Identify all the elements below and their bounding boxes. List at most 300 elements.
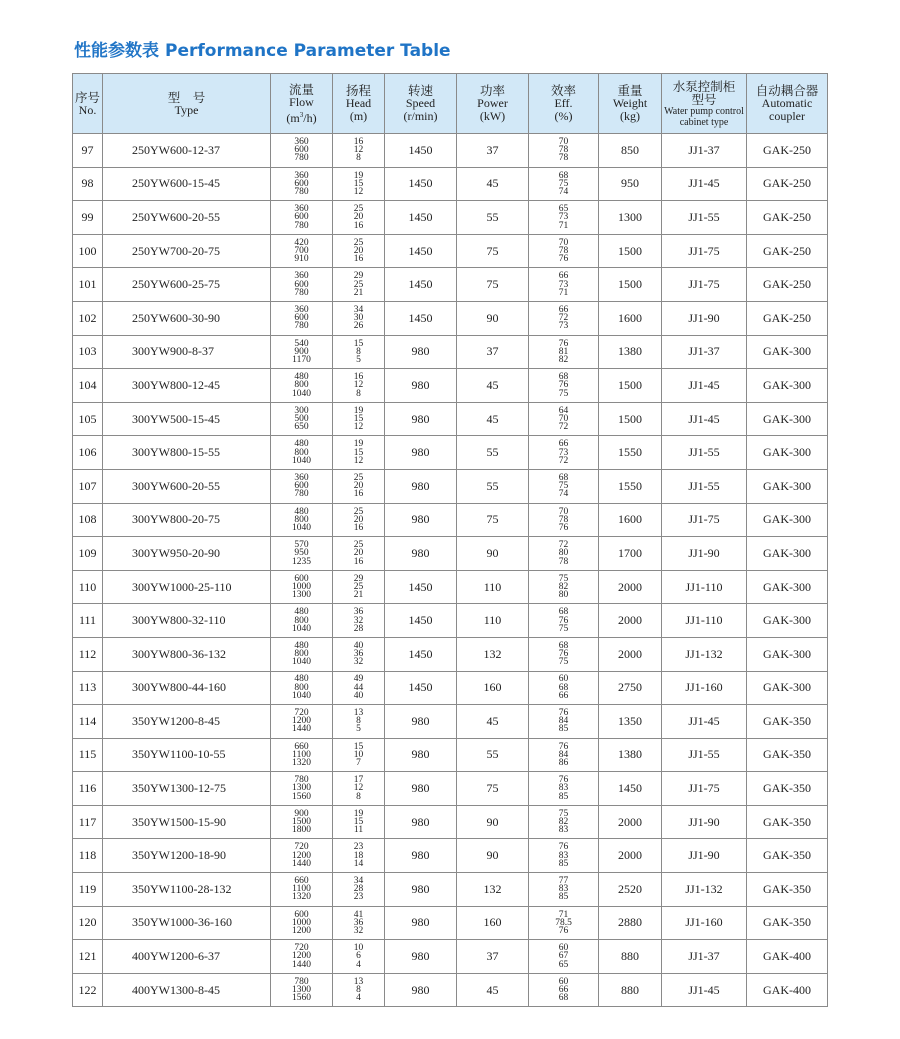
head-value: 10	[353, 749, 364, 760]
cell-head	[333, 906, 385, 940]
cell-power: 55	[457, 436, 529, 470]
cell-no: 122	[73, 973, 103, 1007]
eff-value: 66	[558, 439, 569, 450]
cell-coupler: GAK-300	[747, 637, 828, 671]
flow-value: 1040	[292, 690, 311, 701]
eff-value: 70	[558, 413, 569, 424]
table-row	[73, 436, 828, 470]
cell-head	[333, 436, 385, 470]
cell-power: 45	[457, 167, 529, 201]
cell-power: 160	[457, 906, 529, 940]
cell-eff	[529, 705, 599, 739]
flow-value: 720	[294, 708, 309, 719]
cell-cabinet: JJ1-132	[662, 637, 747, 671]
cell-type: 300YW800-15-55	[103, 436, 271, 470]
cell-head	[333, 940, 385, 974]
head-value: 12	[353, 422, 364, 433]
cell-flow	[271, 234, 333, 268]
cell-weight: 2520	[599, 873, 662, 907]
cell-coupler: GAK-400	[747, 973, 828, 1007]
cell-coupler: GAK-300	[747, 402, 828, 436]
head-value: 19	[353, 439, 364, 450]
cell-type: 300YW900-8-37	[103, 335, 271, 369]
cell-head	[333, 805, 385, 839]
flow-value: 1300	[292, 985, 311, 996]
table-row	[73, 201, 828, 235]
cell-no: 116	[73, 772, 103, 806]
flow-value: 600	[294, 178, 309, 189]
eff-value: 68	[558, 640, 569, 651]
cell-head	[333, 705, 385, 739]
eff-value: 72	[558, 540, 569, 551]
eff-value: 73	[558, 279, 569, 290]
flow-value: 1170	[292, 354, 311, 365]
cell-type: 300YW950-20-90	[103, 537, 271, 571]
flow-value: 780	[294, 186, 309, 197]
head-value: 21	[353, 590, 364, 601]
cell-eff	[529, 167, 599, 201]
cell-power: 90	[457, 839, 529, 873]
flow-value: 420	[294, 237, 309, 248]
cell-coupler: GAK-350	[747, 839, 828, 873]
flow-value: 780	[294, 775, 309, 786]
cell-power: 110	[457, 604, 529, 638]
cell-weight: 2000	[599, 805, 662, 839]
cell-eff	[529, 134, 599, 168]
cell-power: 75	[457, 503, 529, 537]
flow-value: 660	[294, 876, 309, 887]
eff-value: 83	[558, 850, 569, 861]
cell-eff	[529, 570, 599, 604]
cell-head	[333, 772, 385, 806]
table-row	[73, 301, 828, 335]
head-value: 32	[353, 615, 364, 626]
cell-weight: 880	[599, 940, 662, 974]
table-row	[73, 537, 828, 571]
cell-type: 250YW600-20-55	[103, 201, 271, 235]
cell-type: 400YW1200-6-37	[103, 940, 271, 974]
cell-coupler: GAK-250	[747, 234, 828, 268]
eff-value: 68	[558, 472, 569, 483]
table-row	[73, 973, 828, 1007]
eff-value: 76	[558, 741, 569, 752]
flow-value: 1320	[292, 892, 311, 903]
table-row	[73, 772, 828, 806]
flow-value: 1000	[292, 581, 311, 592]
eff-value: 68	[558, 170, 569, 181]
head-value: 12	[353, 783, 364, 794]
flow-value: 1440	[292, 959, 311, 970]
head-value: 26	[353, 321, 364, 332]
eff-value: 76	[558, 522, 569, 533]
cell-power: 55	[457, 201, 529, 235]
flow-value: 1200	[292, 926, 311, 937]
cell-no: 109	[73, 537, 103, 571]
head-value: 5	[356, 724, 361, 735]
eff-value: 76	[558, 775, 569, 786]
cell-weight: 950	[599, 167, 662, 201]
cell-cabinet: JJ1-55	[662, 469, 747, 503]
cell-type: 350YW1200-18-90	[103, 839, 271, 873]
eff-value: 66	[558, 304, 569, 315]
head-value: 44	[353, 682, 364, 693]
cell-flow	[271, 503, 333, 537]
eff-value: 78	[558, 153, 569, 164]
cell-head	[333, 637, 385, 671]
eff-value: 66	[558, 271, 569, 282]
cell-eff	[529, 738, 599, 772]
flow-value: 1300	[292, 590, 311, 601]
cell-cabinet: JJ1-160	[662, 906, 747, 940]
cell-head	[333, 604, 385, 638]
cell-speed: 980	[385, 973, 457, 1007]
flow-value: 780	[294, 220, 309, 231]
cell-weight: 2750	[599, 671, 662, 705]
head-value: 5	[356, 354, 361, 365]
cell-head	[333, 738, 385, 772]
head-value: 15	[353, 741, 364, 752]
head-value: 20	[353, 548, 364, 559]
flow-value: 360	[294, 136, 309, 147]
cell-coupler: GAK-300	[747, 369, 828, 403]
eff-value: 73	[558, 321, 569, 332]
eff-value: 83	[558, 884, 569, 895]
eff-value: 83	[558, 825, 569, 836]
cell-type: 300YW1000-25-110	[103, 570, 271, 604]
cell-eff	[529, 973, 599, 1007]
cell-power: 55	[457, 469, 529, 503]
cell-eff	[529, 369, 599, 403]
cell-type: 250YW600-25-75	[103, 268, 271, 302]
eff-value: 72	[558, 455, 569, 466]
cell-power: 75	[457, 234, 529, 268]
cell-head	[333, 402, 385, 436]
cell-eff	[529, 772, 599, 806]
cell-type: 350YW1100-10-55	[103, 738, 271, 772]
cell-power: 75	[457, 268, 529, 302]
cell-coupler: GAK-250	[747, 134, 828, 168]
cell-eff	[529, 268, 599, 302]
eff-value: 73	[558, 447, 569, 458]
cell-power: 110	[457, 570, 529, 604]
head-value: 16	[353, 489, 364, 500]
eff-value: 72	[558, 313, 569, 324]
head-value: 13	[353, 708, 364, 719]
cell-speed: 1450	[385, 671, 457, 705]
cell-head	[333, 369, 385, 403]
cell-flow	[271, 738, 333, 772]
flow-value: 600	[294, 909, 309, 920]
header-head: 扬程 Head (m)	[333, 74, 385, 134]
table-header	[73, 74, 828, 134]
flow-value: 480	[294, 439, 309, 450]
cell-weight: 2000	[599, 604, 662, 638]
table-row	[73, 705, 828, 739]
cell-head	[333, 335, 385, 369]
cell-power: 90	[457, 301, 529, 335]
cell-no: 100	[73, 234, 103, 268]
cell-speed: 980	[385, 436, 457, 470]
header-weight: 重量 Weight (kg)	[599, 74, 662, 134]
cell-speed: 980	[385, 402, 457, 436]
eff-value: 68	[558, 993, 569, 1004]
eff-value: 66	[558, 690, 569, 701]
eff-value: 80	[558, 590, 569, 601]
eff-value: 82	[558, 817, 569, 828]
cell-speed: 980	[385, 906, 457, 940]
table-row	[73, 167, 828, 201]
cell-flow	[271, 369, 333, 403]
cell-no: 102	[73, 301, 103, 335]
cell-flow	[271, 301, 333, 335]
flow-value: 1560	[292, 993, 311, 1004]
cell-eff	[529, 234, 599, 268]
eff-value: 83	[558, 783, 569, 794]
flow-value: 1300	[292, 783, 311, 794]
cell-eff	[529, 873, 599, 907]
flow-value: 480	[294, 372, 309, 383]
eff-value: 71	[558, 220, 569, 231]
cell-speed: 980	[385, 839, 457, 873]
cell-head	[333, 973, 385, 1007]
head-value: 32	[353, 657, 364, 668]
cell-cabinet: JJ1-75	[662, 772, 747, 806]
cell-power: 45	[457, 705, 529, 739]
flow-value: 1040	[292, 455, 311, 466]
cell-no: 101	[73, 268, 103, 302]
head-value: 15	[353, 447, 364, 458]
head-value: 15	[353, 817, 364, 828]
cell-cabinet: JJ1-132	[662, 873, 747, 907]
cell-speed: 980	[385, 369, 457, 403]
eff-value: 86	[558, 758, 569, 769]
cell-head	[333, 234, 385, 268]
cell-no: 121	[73, 940, 103, 974]
head-value: 30	[353, 313, 364, 324]
flow-value: 1000	[292, 917, 311, 928]
cell-cabinet: JJ1-45	[662, 167, 747, 201]
flow-value: 600	[294, 279, 309, 290]
cell-weight: 1380	[599, 335, 662, 369]
cell-eff	[529, 906, 599, 940]
cell-cabinet: JJ1-45	[662, 369, 747, 403]
cell-weight: 1550	[599, 469, 662, 503]
eff-value: 76	[558, 615, 569, 626]
cell-head	[333, 268, 385, 302]
cell-coupler: GAK-350	[747, 906, 828, 940]
eff-value: 66	[558, 985, 569, 996]
cell-no: 97	[73, 134, 103, 168]
cell-speed: 980	[385, 537, 457, 571]
head-value: 18	[353, 850, 364, 861]
eff-value: 76	[558, 338, 569, 349]
cell-speed: 1450	[385, 201, 457, 235]
cell-no: 120	[73, 906, 103, 940]
head-value: 20	[353, 481, 364, 492]
cell-no: 103	[73, 335, 103, 369]
cell-flow	[271, 772, 333, 806]
table-row	[73, 604, 828, 638]
cell-speed: 980	[385, 335, 457, 369]
cell-coupler: GAK-250	[747, 268, 828, 302]
flow-value: 780	[294, 153, 309, 164]
head-value: 16	[353, 220, 364, 231]
cell-coupler: GAK-350	[747, 805, 828, 839]
flow-value: 1500	[292, 817, 311, 828]
head-value: 16	[353, 254, 364, 265]
flow-value: 480	[294, 640, 309, 651]
cell-type: 350YW1300-12-75	[103, 772, 271, 806]
cell-speed: 1450	[385, 301, 457, 335]
table-row	[73, 369, 828, 403]
cell-head	[333, 671, 385, 705]
header-eff: 效率 Eff. (%)	[529, 74, 599, 134]
cell-no: 119	[73, 873, 103, 907]
cell-type: 350YW1100-28-132	[103, 873, 271, 907]
head-value: 40	[353, 690, 364, 701]
head-value: 19	[353, 170, 364, 181]
cell-flow	[271, 436, 333, 470]
head-value: 25	[353, 279, 364, 290]
table-row	[73, 940, 828, 974]
cell-weight: 1550	[599, 436, 662, 470]
cell-cabinet: JJ1-90	[662, 537, 747, 571]
cell-head	[333, 167, 385, 201]
cell-power: 37	[457, 134, 529, 168]
cell-eff	[529, 839, 599, 873]
head-value: 25	[353, 581, 364, 592]
header-power: 功率 Power (kW)	[457, 74, 529, 134]
eff-value: 85	[558, 791, 569, 802]
cell-eff	[529, 940, 599, 974]
head-value: 8	[356, 346, 361, 357]
head-value: 25	[353, 506, 364, 517]
flow-value: 780	[294, 976, 309, 987]
cell-weight: 1700	[599, 537, 662, 571]
flow-value: 360	[294, 472, 309, 483]
cell-flow	[271, 705, 333, 739]
flow-value: 800	[294, 615, 309, 626]
eff-value: 75	[558, 623, 569, 634]
cell-eff	[529, 671, 599, 705]
cell-weight: 2000	[599, 637, 662, 671]
flow-value: 1040	[292, 657, 311, 668]
table-row	[73, 268, 828, 302]
cell-type: 300YW800-20-75	[103, 503, 271, 537]
cell-weight: 1350	[599, 705, 662, 739]
head-value: 11	[353, 825, 364, 836]
head-value: 12	[353, 455, 364, 466]
head-value: 16	[353, 522, 364, 533]
eff-value: 84	[558, 716, 569, 727]
flow-value: 600	[294, 573, 309, 584]
flow-value: 540	[294, 338, 309, 349]
flow-value: 600	[294, 313, 309, 324]
head-value: 20	[353, 212, 364, 223]
cell-speed: 980	[385, 940, 457, 974]
cell-cabinet: JJ1-90	[662, 839, 747, 873]
cell-cabinet: JJ1-75	[662, 268, 747, 302]
head-value: 17	[353, 775, 364, 786]
cell-head	[333, 503, 385, 537]
cell-flow	[271, 604, 333, 638]
head-value: 34	[353, 876, 364, 887]
cell-speed: 980	[385, 469, 457, 503]
eff-value: 71	[558, 287, 569, 298]
cell-cabinet: JJ1-90	[662, 301, 747, 335]
head-value: 23	[353, 892, 364, 903]
head-value: 32	[353, 926, 364, 937]
head-value: 23	[353, 842, 364, 853]
head-value: 16	[353, 136, 364, 147]
cell-cabinet: JJ1-55	[662, 201, 747, 235]
table-row	[73, 335, 828, 369]
eff-value: 68	[558, 372, 569, 383]
header-no: 序号 No.	[73, 74, 103, 134]
eff-value: 75	[558, 388, 569, 399]
cell-cabinet: JJ1-37	[662, 335, 747, 369]
flow-value: 720	[294, 842, 309, 853]
title-zh: 性能参数表	[74, 41, 159, 61]
cell-no: 110	[73, 570, 103, 604]
cell-weight: 1600	[599, 503, 662, 537]
cell-flow	[271, 469, 333, 503]
flow-value: 780	[294, 489, 309, 500]
eff-value: 78	[558, 556, 569, 567]
cell-type: 300YW500-15-45	[103, 402, 271, 436]
cell-eff	[529, 335, 599, 369]
cell-no: 118	[73, 839, 103, 873]
cell-type: 350YW1200-8-45	[103, 705, 271, 739]
cell-power: 132	[457, 637, 529, 671]
cell-cabinet: JJ1-45	[662, 705, 747, 739]
cell-flow	[271, 906, 333, 940]
eff-value: 65	[558, 959, 569, 970]
cell-type: 350YW1000-36-160	[103, 906, 271, 940]
flow-value: 360	[294, 204, 309, 215]
cell-weight: 2880	[599, 906, 662, 940]
eff-value: 76	[558, 926, 569, 937]
head-value: 25	[353, 540, 364, 551]
eff-value: 60	[558, 943, 569, 954]
cell-coupler: GAK-300	[747, 335, 828, 369]
eff-value: 68	[558, 682, 569, 693]
cell-speed: 1450	[385, 604, 457, 638]
cell-type: 300YW800-12-45	[103, 369, 271, 403]
head-value: 10	[353, 943, 364, 954]
eff-value: 82	[558, 581, 569, 592]
head-value: 25	[353, 204, 364, 215]
head-value: 8	[356, 153, 361, 164]
cell-eff	[529, 503, 599, 537]
cell-flow	[271, 805, 333, 839]
flow-value: 360	[294, 271, 309, 282]
eff-value: 70	[558, 506, 569, 517]
head-value: 19	[353, 405, 364, 416]
cell-speed: 1450	[385, 637, 457, 671]
head-value: 8	[356, 791, 361, 802]
cell-power: 37	[457, 335, 529, 369]
eff-value: 75	[558, 657, 569, 668]
table-row	[73, 402, 828, 436]
flow-value: 1440	[292, 724, 311, 735]
eff-value: 74	[558, 186, 569, 197]
cell-type: 300YW800-32-110	[103, 604, 271, 638]
cell-type: 350YW1500-15-90	[103, 805, 271, 839]
header-speed: 转速 Speed (r/min)	[385, 74, 457, 134]
flow-value: 360	[294, 304, 309, 315]
head-value: 8	[356, 388, 361, 399]
